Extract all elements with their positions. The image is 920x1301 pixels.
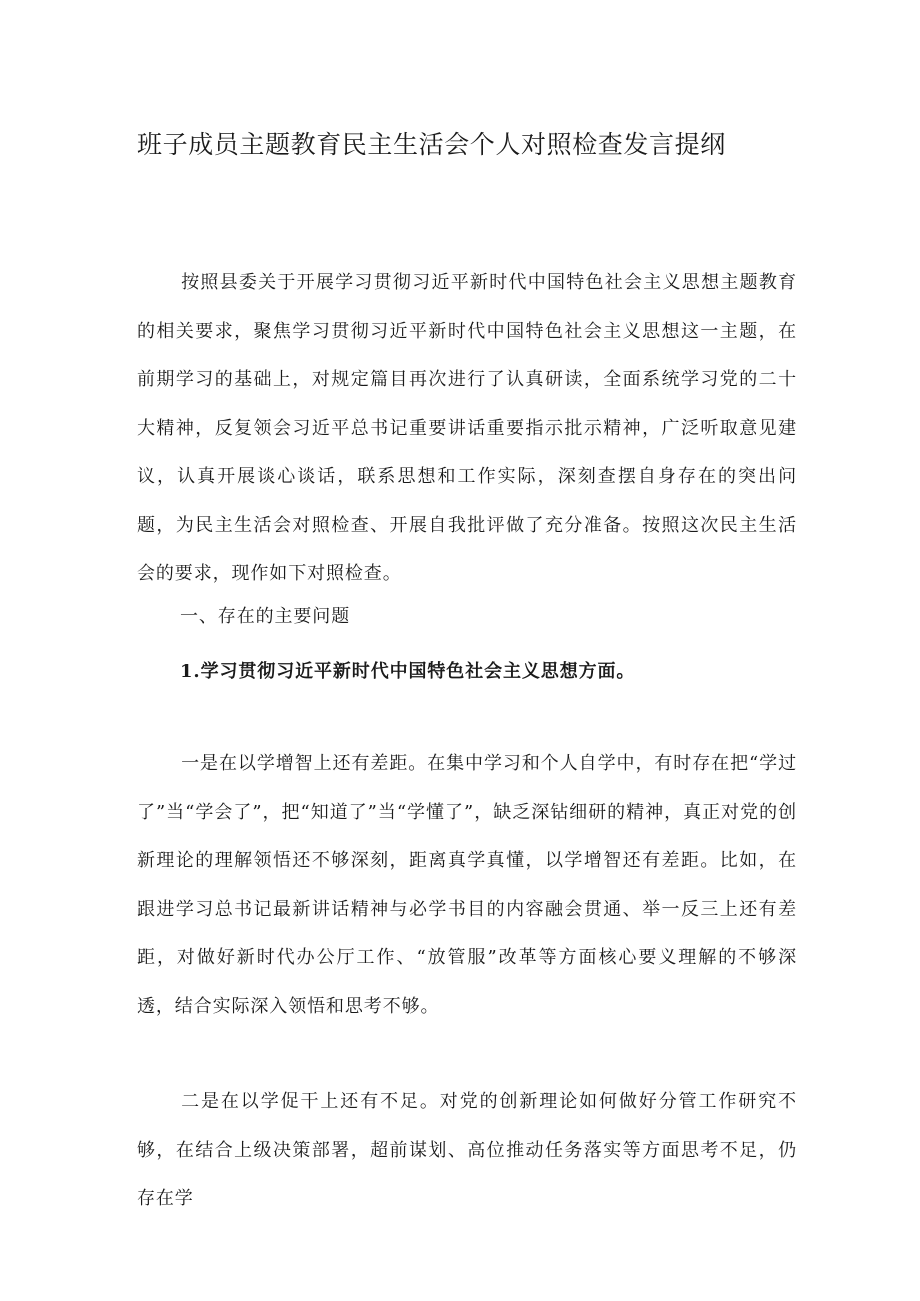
section-heading: 一、存在的主要问题 xyxy=(180,606,351,627)
subsection-heading: 1.学习贯彻习近平新时代中国特色社会主义思想方面。 xyxy=(180,661,636,682)
body-paragraph-1: 一是在以学增智上还有差距。在集中学习和个人自学中，有时存在把“学过了”当“学会了”，把“知道了”当“学懂了”，缺乏深钻细研的精神，真正对党的创新理论的理解领悟还不够深刻，距离真学真懂，以学增智还有差距。比如，在跟进学习总书记最新讲话精神与必学书目的内容融会贯通、举一反三上还有差距，对做好新时代办公厅工作、“放管服”改革等方面核心要义理解的不够深透，结合实际深入领悟和思考不够。 xyxy=(137,753,797,1017)
document-title: 班子成员主题教育民主生活会个人对照检查发言提纲 xyxy=(137,130,726,159)
intro-paragraph: 按照县委关于开展学习贯彻习近平新时代中国特色社会主义思想主题教育的相关要求，聚焦学习贯彻习近平新时代中国特色社会主义思想这一主题，在前期学习的基础上，对规定篇目再次进行了认真研读，全面系统学习党的二十大精神，反复领会习近平总书记重要讲话重要指示批示精神，广泛听取意见建议，认真开展谈心谈话，联系思想和工作实际，深刻查摆自身存在的突出问题，为民主生活会对照检查、开展自我批评做了充分准备。按照这次民主生活会的要求，现作如下对照检查。 xyxy=(137,272,797,584)
body-paragraph-2: 二是在以学促干上还有不足。对党的创新理论如何做好分管工作研究不够，在结合上级决策部署，超前谋划、高位推动任务落实等方面思考不足，仍存在学 xyxy=(137,1091,797,1209)
